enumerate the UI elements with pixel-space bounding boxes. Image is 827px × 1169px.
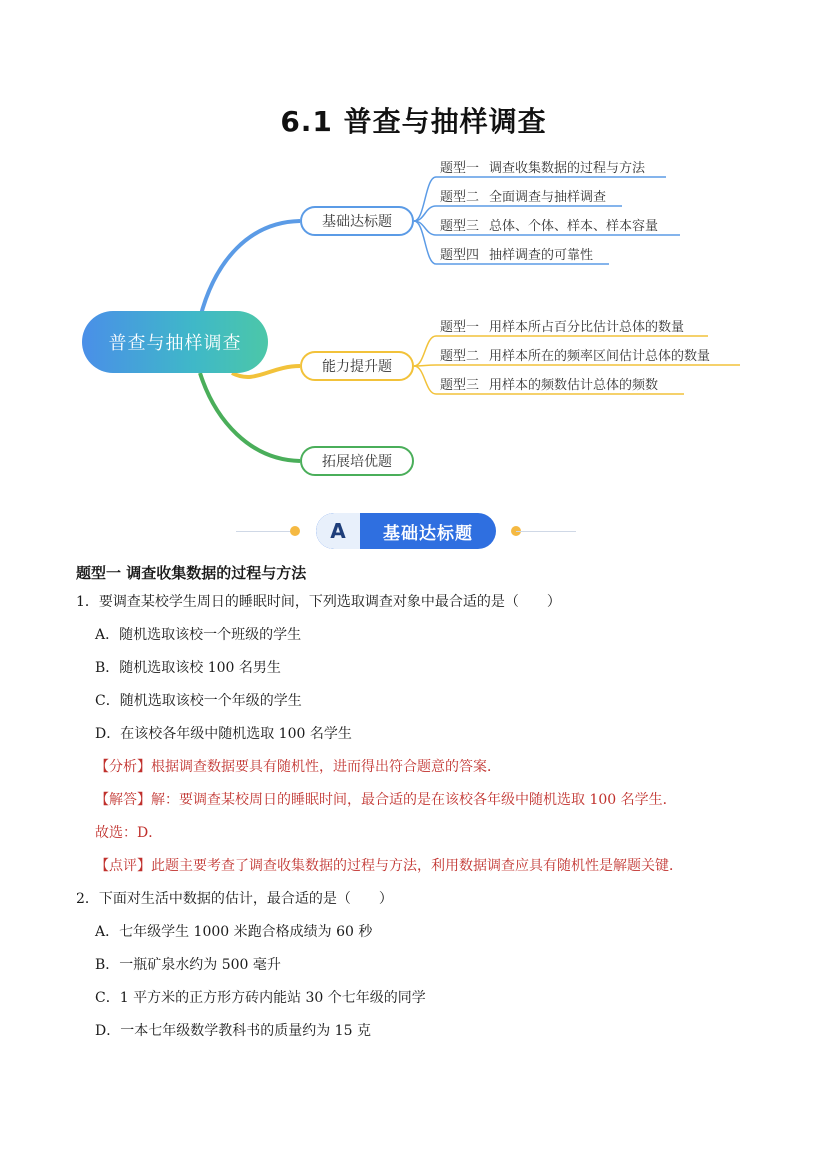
leaf-basic-4: 题型四 抽样调查的可靠性 xyxy=(440,248,594,263)
page-title: 6.1 普查与抽样调查 xyxy=(280,105,547,138)
leaf-improve-2: 题型二 用样本所在的频率区间估计总体的数量 xyxy=(440,349,711,364)
leaf-basic-2: 题型二 全面调查与抽样调查 xyxy=(440,190,607,205)
question-1-option-b: B．随机选取该校 100 名男生 xyxy=(95,660,281,676)
question-1-answer: 【解答】解：要调查某校周日的睡眠时间，最合适的是在该校各年级中随机选取 100 名学生． xyxy=(95,792,677,808)
question-1-option-a: A．随机选取该校一个班级的学生 xyxy=(95,627,302,643)
section-letter: A xyxy=(316,513,360,549)
section-label: 基础达标题 xyxy=(383,523,473,544)
question-2-option-b: B．一瓶矿泉水约为 500 毫升 xyxy=(95,957,281,973)
leaf-improve-3: 题型三 用样本的频数估计总体的频数 xyxy=(440,378,659,393)
branch-extend: 拓展培优题 xyxy=(300,446,414,476)
branch-basic: 基础达标题 xyxy=(300,206,414,236)
question-2-option-c: C．1 平方米的正方形方砖内能站 30 个七年级的同学 xyxy=(95,990,426,1006)
leaf-basic-3: 题型三 总体、个体、样本、样本容量 xyxy=(440,219,659,234)
banner-dot-left xyxy=(290,526,300,536)
mind-map-connectors xyxy=(0,0,827,500)
question-1-option-c: C．随机选取该校一个年级的学生 xyxy=(95,693,302,709)
leaf-improve-1: 题型一 用样本所占百分比估计总体的数量 xyxy=(440,320,685,335)
mind-map-root: 普查与抽样调查 xyxy=(82,311,268,373)
banner-line-left xyxy=(236,531,296,532)
question-2-option-a: A．七年级学生 1000 米跑合格成绩为 60 秒 xyxy=(95,924,373,940)
leaf-basic-1: 题型一 调查收集数据的过程与方法 xyxy=(440,161,646,176)
mind-map xyxy=(0,0,827,500)
question-1-stem: 1．要调查某校学生周日的睡眠时间，下列选取调查对象中最合适的是（ ） xyxy=(76,594,561,610)
question-2-option-d: D．一本七年级数学教科书的质量约为 15 克 xyxy=(95,1023,371,1039)
section-banner xyxy=(316,513,496,549)
branch-improve: 能力提升题 xyxy=(300,351,414,381)
question-2-stem: 2．下面对生活中数据的估计，最合适的是（ ） xyxy=(76,891,393,907)
topic-heading: 题型一 调查收集数据的过程与方法 xyxy=(76,564,307,582)
question-1-option-d: D．在该校各年级中随机选取 100 名学生 xyxy=(95,726,352,742)
question-content xyxy=(76,562,756,1054)
question-1-analysis: 【分析】根据调查数据要具有随机性，进而得出符合题意的答案． xyxy=(95,759,501,775)
question-1-choice: 故选：D． xyxy=(95,825,163,841)
banner-line-right xyxy=(516,531,576,532)
question-1-comment: 【点评】此题主要考查了调查收集数据的过程与方法，利用数据调查应具有随机性是解题关键． xyxy=(95,858,683,874)
